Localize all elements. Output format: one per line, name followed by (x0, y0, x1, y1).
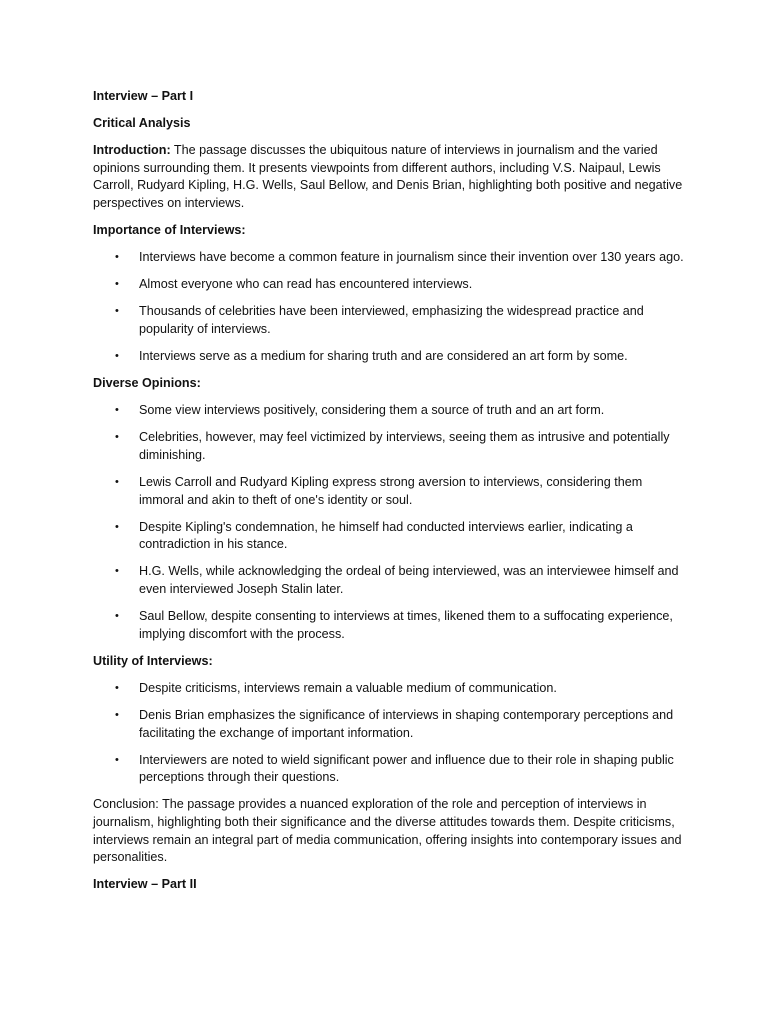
bullet-text: Lewis Carroll and Rudyard Kipling express strong aversion to interviews, considering them immoral and akin to theft of one's identity or soul. (139, 475, 643, 507)
bullet-icon: • (115, 431, 119, 444)
bullet-icon: • (115, 251, 119, 264)
bullet-item (93, 519, 685, 554)
bullet-item (93, 249, 685, 267)
bullet-icon: • (115, 753, 119, 766)
bullet-item (93, 563, 685, 598)
bullet-item (93, 608, 685, 643)
bullet-item (93, 303, 685, 338)
bullet-item (93, 276, 685, 294)
bullet-text: Some view interviews positively, considering them a source of truth and an art form. (139, 403, 605, 418)
bullet-item (93, 402, 685, 420)
bullet-icon: • (115, 565, 119, 578)
section-heading: Importance of Interviews: (93, 223, 246, 238)
bullet-icon: • (115, 476, 119, 488)
bullet-text: Interviewers are noted to wield significant power and influence due to their role in shaping public perceptions through their questions. (139, 752, 674, 785)
sections-container (93, 222, 685, 787)
bullet-text: Denis Brian emphasizes the significance of interviews in shaping contemporary perceptions and facilitating the exchange of important information. (139, 707, 674, 740)
bullet-item (93, 348, 685, 366)
bullet-icon: • (115, 708, 119, 721)
introduction-text: The passage discusses the ubiquitous nature of interviews in journalism and the varied opinions surrounding them. It presents viewpoints from different authors, including V.S. Naipaul, Lewis Carroll, Rudyard Kipling, H.G. Wells, Saul Bellow, and Denis Brian, highlighting both positive and negative perspectives on interviews. (93, 143, 683, 210)
bullet-text: Interviews have become a common feature in journalism since their invention over 130 years ago. (139, 250, 684, 265)
document-page (93, 88, 685, 903)
conclusion-paragraph: Conclusion: The passage provides a nuanced exploration of the role and perception of interviews in journalism, highlighting both their significance and the diverse attitudes towards them. Despite criticisms, interviews remain an integral part of media communication, offering insights into contemporary issues and personalities. (93, 797, 682, 865)
bullet-list (93, 680, 685, 787)
document-title: Interview – Part I (93, 89, 194, 103)
bullet-item (93, 752, 685, 787)
bullet-list (93, 249, 685, 365)
bullet-text: Interviews serve as a medium for sharing truth and are considered an art form by some. (139, 349, 628, 364)
introduction-paragraph (93, 142, 685, 212)
bullet-text: Saul Bellow, despite consenting to interviews at times, likened them to a suffocating experience, implying discomfort with the process. (139, 609, 673, 641)
bullet-icon: • (115, 350, 119, 363)
next-part-title: Interview – Part II (93, 877, 197, 892)
bullet-icon: • (115, 278, 119, 291)
bullet-item (93, 474, 685, 509)
section-heading: Utility of Interviews: (93, 653, 213, 668)
bullet-item (93, 707, 685, 742)
bullet-text: H.G. Wells, while acknowledging the ordeal of being interviewed, was an interviewee himself and even interviewed Joseph Stalin later. (139, 564, 679, 596)
bullet-text: Celebrities, however, may feel victimized by interviews, seeing them as intrusive and potentially diminishing. (139, 430, 670, 462)
bullet-icon: • (115, 404, 119, 417)
bullet-item (93, 429, 685, 464)
bullet-icon: • (115, 520, 119, 533)
bullet-text: Despite Kipling's condemnation, he himself had conducted interviews earlier, indicating a contradiction in his stance. (139, 519, 633, 552)
section-heading: Diverse Opinions: (93, 376, 201, 391)
bullet-icon: • (115, 305, 119, 318)
bullet-list (93, 402, 685, 643)
bullet-icon: • (115, 610, 119, 623)
bullet-item (93, 680, 685, 698)
bullet-text: Despite criticisms, interviews remain a valuable medium of communication. (139, 680, 557, 695)
bullet-icon: • (115, 681, 119, 694)
document-subtitle: Critical Analysis (93, 116, 191, 131)
bullet-text: Thousands of celebrities have been interviewed, emphasizing the widespread practice and popularity of interviews. (139, 304, 644, 336)
introduction-label: Introduction: (93, 143, 171, 158)
bullet-text: Almost everyone who can read has encountered interviews. (139, 277, 473, 292)
